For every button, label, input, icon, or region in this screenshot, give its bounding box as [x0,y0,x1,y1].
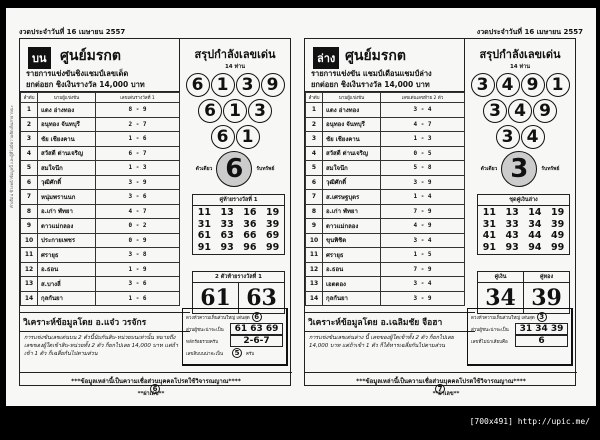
stat-row [471,335,568,347]
two-digit-title: 2 ตัวท้ายรางวัลที่ 1 [193,272,284,283]
table-row [306,190,465,205]
stat-value: 31 34 39 [515,323,568,335]
digit-circle: 1 [236,125,260,149]
pair-number: 16 [243,207,257,218]
stat-row [186,311,283,323]
summary-panel [180,39,290,187]
stat-row [471,311,568,323]
pairs-title: คู่ท้ายรางวัลที่ 1 [193,195,284,206]
summary-count: 14 ท่าน [224,64,246,70]
pair-number: 41 [482,230,496,241]
table-row [21,248,180,263]
pass-label: **ผ่าเลข** [137,391,165,397]
rank: 9 [306,219,323,234]
number-pair: 1 - 6 [96,291,180,306]
stat-label: เลขสิบบนน่าจะเป็น [186,351,224,357]
table-row [306,132,465,147]
pair-number: 99 [266,241,280,253]
money-gold-header [478,272,569,283]
rank: 11 [306,248,323,263]
center-name: ศูนย์มรกต [345,48,406,64]
pair-number: 96 [243,241,257,253]
stats-box [182,308,288,366]
summary-count: 14 ท่าน [509,64,531,70]
competitor-name: ชัย เชียงคาน [323,132,381,147]
number-pair: 4 - 7 [381,117,465,132]
prize-text: ยกต่อยก ชิงเงินรางวัล 14,000 บาท [26,80,145,89]
pairs-grid [193,206,284,254]
single-suffix: รับทรัพย์ [541,166,560,172]
circle-row-2 [465,125,575,149]
pairs-grid [478,206,569,254]
single-digit-row [180,151,290,187]
digit-circle: 9 [533,99,557,123]
digit-circle: 4 [508,99,532,123]
rank: 12 [21,262,38,277]
number-pair: 4 - 9 [381,219,465,234]
circle-row-3 [465,99,575,123]
pass-label: **ผ่าเลข** [432,391,460,397]
digit-circle: 4 [496,73,520,97]
rank: 7 [306,190,323,205]
rank: 8 [21,204,38,219]
rank: 11 [21,248,38,263]
pair-number: 69 [266,230,280,241]
pair-number: 91 [482,241,496,253]
pair-number: 36 [243,218,257,230]
competitor-name: สมใจนึก [323,161,381,176]
pair-number: 61 [197,230,211,241]
number-pair: 1 - 5 [381,248,465,263]
digit-circle: 9 [521,73,545,97]
rank: 2 [21,117,38,132]
table-row [306,204,465,219]
gold-pair-label: คู่ทอง [539,274,554,280]
rank: 10 [21,233,38,248]
pair-number: 11 [482,207,496,218]
table-row [306,277,465,292]
pair-number: 14 [528,207,542,218]
analysis-text: การแข่งขันเลขเด่นล่าง นี้ เลขของผู้ใดเข้าทั้ง 2 ตัว ก็ยกไปเลย 14,000 บาท แต่ถ้าเข้า 1 ตัว ก็ได้หารเฉลี่ยกันไปตามส่วน [309,335,454,349]
two-digit-value: 63 [246,285,277,311]
number-pair: 3 - 4 [381,277,465,292]
number-pair: 3 - 6 [96,190,180,205]
pair-number: 39 [266,218,280,230]
summary-title: สรุปกำลังเลขเด่น [194,48,276,61]
analysis-title: วิเคราะห์ข้อมูลโดย อ.เฉลิมชัย จือฮา [305,312,475,332]
disclaimer: ***ข้อมูลเหล่านี้เป็นความเชื่อส่วนบุคคลโปรดใช้วิจารณญาณ**** [305,372,577,386]
digit-circle: 3 [236,73,260,97]
two-digit-value: 61 [193,283,239,313]
competitor-name: กุลกันยา [323,291,381,306]
competitor-name: เอตตอง [323,277,381,292]
stat-circle: 5 [232,348,242,358]
digit-circle: 6 [186,73,210,97]
table-row [21,233,180,248]
single-digit-circle: 6 [216,151,252,187]
scanned-page [6,8,596,406]
pair-number: 93 [220,241,234,253]
number-pair: 3 - 9 [96,175,180,190]
summary-panel [465,39,575,187]
competitor-name: อ.ธอน [38,262,96,277]
number-pair: 3 - 4 [381,233,465,248]
competitor-name: ศรายุธ [38,248,96,263]
competitor-name: อ.ธอน [323,262,381,277]
draw-date: งวดประจำวันที่ 16 เมษายน 2557 [19,28,126,36]
table-row [306,291,465,306]
competitor-name: ประกายเพชร [38,233,96,248]
side-note: คำเตือน ข้างหน้าข้อมูลนี้ และผู้ที่ไม่มีความคิดเห็นสาธารณะ [9,105,14,208]
disclaimer: ***ข้อมูลเหล่านี้เป็นความเชื่อส่วนบุคคลโปรดใช้วิจารณญาณ**** [20,372,292,386]
number-pair: 0 - 5 [381,146,465,161]
competitor-name: ส.บางลี่ [38,277,96,292]
number-pair: 5 - 8 [381,161,465,176]
stat-row [186,323,283,335]
digit-circle: 6 [211,125,235,149]
pair-number: 34 [528,218,542,230]
table-row [306,161,465,176]
sheet-frame [19,38,291,393]
competitor-name: อ.เก่า พัทยา [323,204,381,219]
rank: 5 [21,161,38,176]
stat-circle: 6 [252,312,262,322]
pair-number: 49 [551,230,565,241]
circle-row-3 [180,99,290,123]
stat-row [471,323,568,335]
digit-circle: 6 [198,99,222,123]
digit-circle: 1 [223,99,247,123]
analysis-section [20,312,190,360]
digit-circle: 3 [471,73,495,97]
competitor-name: แดง อ่างทอง [323,103,381,118]
analysis-title: วิเคราะห์ข้อมูลโดย อ.แจ๋ว วรจักร [20,312,190,332]
rank: 13 [306,277,323,292]
page-number: 6 [150,384,160,394]
analysis-text: การแข่งขันเลขเด่นบน 2 ตัวนี้นับกันสิบ-หน่วยบนเท่านั้น หมายถึง เลขของผู้ใดเข้าสิบ-หน่วยทั้ง 2 ตัว ก็ยกไปเลย 14,000 บาท แต่ถ้าเข้า 1 ตัว ก็เฉลี่ยกันไปตามส่วน [24,335,179,357]
number-pair: 1 - 6 [96,132,180,147]
pair-number: 19 [551,207,565,218]
rank: 7 [21,190,38,205]
sheet-header [305,39,465,92]
competitor-name: ดาวแม่กลอง [38,219,96,234]
competitor-table [20,92,180,306]
pair-number: 13 [220,207,234,218]
competitor-table [305,92,465,306]
competitor-name: ชัย เชียงคาน [38,132,96,147]
digit-circle: 4 [521,125,545,149]
image-host-watermark: [700x491] http://upic.me/ [469,417,590,426]
stat-label: ส่วนผู้ชนะน่าจะเป็น [471,327,509,333]
gold-pair-value: 39 [531,285,562,311]
pair-number: 43 [505,230,519,241]
table-row [306,248,465,263]
rank: 3 [306,132,323,147]
number-pair: 1 - 3 [96,161,180,176]
stat-label: เลขที่ไม่น่าเสียบคือ [471,339,508,345]
rank: 5 [306,161,323,176]
number-pair: 4 - 7 [96,204,180,219]
single-digit-circle: 3 [501,151,537,187]
col-pair: เลขเด่นรางวัลที่ 1 [96,93,180,103]
pair-number: 31 [482,218,496,230]
competitor-name: ศรายุธ [323,248,381,263]
digit-circle: 3 [248,99,272,123]
table-row [21,190,180,205]
table-row [21,175,180,190]
rank: 6 [21,175,38,190]
stat-row [186,335,283,347]
number-pair: 0 - 9 [96,233,180,248]
competitor-name: อนุทอง จันทบุรี [38,117,96,132]
number-pair: 3 - 8 [96,248,180,263]
number-pair: 6 - 7 [96,146,180,161]
digit-circle: 1 [546,73,570,97]
pair-number: 99 [551,241,565,253]
col-rank: ลำดับ [306,93,323,103]
rank: 9 [21,219,38,234]
center-name: ศูนย์มรกต [60,48,121,64]
position-badge: ล่าง [313,47,339,69]
rank: 12 [306,262,323,277]
table-row [21,146,180,161]
circle-row-2 [180,125,290,149]
pair-number: 33 [505,218,519,230]
table-row [21,291,180,306]
col-name: นามผู้แข่งขัน [38,93,96,103]
number-pair: 1 - 3 [381,132,465,147]
summary-title: สรุปกำลังเลขเด่น [479,48,561,61]
table-row [306,233,465,248]
pair-number: 93 [505,241,519,253]
competitor-name: อนุทอง จันทบุรี [323,117,381,132]
pair-number: 94 [528,241,542,253]
table-row [21,117,180,132]
competitor-name: ขุนพิชิต [323,233,381,248]
table-row [306,146,465,161]
single-label: ตัวเดียว [480,166,498,172]
number-pair: 3 - 9 [381,175,465,190]
competitor-name: วุฒิศักดิ์ [323,175,381,190]
number-pair: 7 - 9 [381,262,465,277]
sheet-header [20,39,180,92]
number-pair: 3 - 9 [381,291,465,306]
table-row [306,262,465,277]
number-pair: 3 - 4 [381,103,465,118]
pair-number: 11 [197,207,211,218]
stat-value: 2-6-7 [230,335,283,347]
single-label: ตัวเดียว [195,166,213,172]
analysis-section [305,312,475,352]
competitor-name: วุฒิศักดิ์ [38,175,96,190]
rank: 1 [306,103,323,118]
circle-row-4 [465,73,575,97]
pair-number: 44 [528,230,542,241]
number-pair: 1 - 4 [381,190,465,205]
competitor-name: สวัสดี ด่านเจริญ [38,146,96,161]
table-row [306,219,465,234]
draw-date: งวดประจำวันที่ 16 เมษายน 2557 [476,28,583,36]
stats-box [467,308,573,366]
pair-number: 66 [243,230,257,241]
rank: 3 [21,132,38,147]
table-row [21,161,180,176]
rank: 4 [306,146,323,161]
pair-number: 31 [197,218,211,230]
rank: 13 [21,277,38,292]
digit-circle: 3 [483,99,507,123]
competitor-name: ส.เศรษฐบุตร [323,190,381,205]
stat-circle: 3 [537,312,547,322]
page-number: 7 [435,384,445,394]
number-pair: 7 - 9 [381,204,465,219]
table-row [306,103,465,118]
table-row [306,117,465,132]
rank: 6 [306,175,323,190]
stat-suffix: ครับ [246,351,255,357]
money-pair-value: 34 [478,283,524,313]
stat-label: ดวงหัวความเห็นส่วนใหญ่ เด่นสุด [186,315,250,321]
competition-title: รายการแข่งขัน แชมป์เดือนแชมป์ล่าง [311,69,432,78]
rank: 1 [21,103,38,118]
competition-title: รายการแข่งขันชิงแชมป์เลขเด็ด [26,69,129,78]
table-row [21,132,180,147]
number-pair: 3 - 6 [96,277,180,292]
money-pair-label: คู่เงิน [478,272,524,282]
number-pair: 2 - 7 [96,117,180,132]
pair-number: 13 [505,207,519,218]
rank: 2 [306,117,323,132]
number-pair: 0 - 2 [96,219,180,234]
upper-number-sheet [6,8,296,406]
number-pair: 1 - 9 [96,262,180,277]
stat-label: ส่วนผู้ชนะน่าจะเป็น [186,327,224,333]
competitor-name: สวัสดี ด่านเจริญ [323,146,381,161]
table-row [21,219,180,234]
table-row [21,103,180,118]
table-row [306,175,465,190]
rank: 4 [21,146,38,161]
stat-label: หลักร้อยรวยครับ [186,339,219,345]
stat-label: ดวงหัวความเห็นส่วนใหญ่ เด่นสุด [471,315,535,321]
pair-number: 19 [266,207,280,218]
competitor-name: หนุ่มพรานนก [38,190,96,205]
pair-number: 63 [220,230,234,241]
col-name: นามผู้แข่งขัน [323,93,381,103]
rank: 14 [306,291,323,306]
circle-row-4 [180,73,290,97]
pairs-title: ชุดคู่เงินล่าง [478,195,569,206]
number-pair: 8 - 9 [96,103,180,118]
competitor-name: อ.เก่า พัทยา [38,204,96,219]
single-suffix: รับทรัพย์ [256,166,275,172]
col-rank: ลำดับ [21,93,38,103]
stat-row [186,347,283,359]
rank: 10 [306,233,323,248]
table-row [21,262,180,277]
stat-value: 6 [515,335,568,347]
pairs-box [477,194,570,255]
position-badge: บน [28,47,51,69]
col-pair: เลขเด่นเลขท้าย 2 ตัว [381,93,465,103]
pair-number: 39 [551,218,565,230]
lower-number-sheet [301,8,591,406]
competitor-name: สมใจนึก [38,161,96,176]
stat-value: 61 63 69 [230,323,283,335]
digit-circle: 1 [211,73,235,97]
pair-number: 91 [197,241,211,253]
sheet-frame [304,38,576,393]
table-row [21,204,180,219]
competitor-name: กุลกันยา [38,291,96,306]
competitor-name: แดง อ่างทอง [38,103,96,118]
prize-text: ยกต่อยก ชิงเงินรางวัล 14,000 บาท [311,80,430,89]
single-digit-row [465,151,575,187]
digit-circle: 3 [496,125,520,149]
table-row [21,277,180,292]
pairs-box [192,194,285,255]
pair-number: 33 [220,218,234,230]
rank: 14 [21,291,38,306]
competitor-name: ดาวแม่กลอง [323,219,381,234]
rank: 8 [306,204,323,219]
digit-circle: 9 [261,73,285,97]
